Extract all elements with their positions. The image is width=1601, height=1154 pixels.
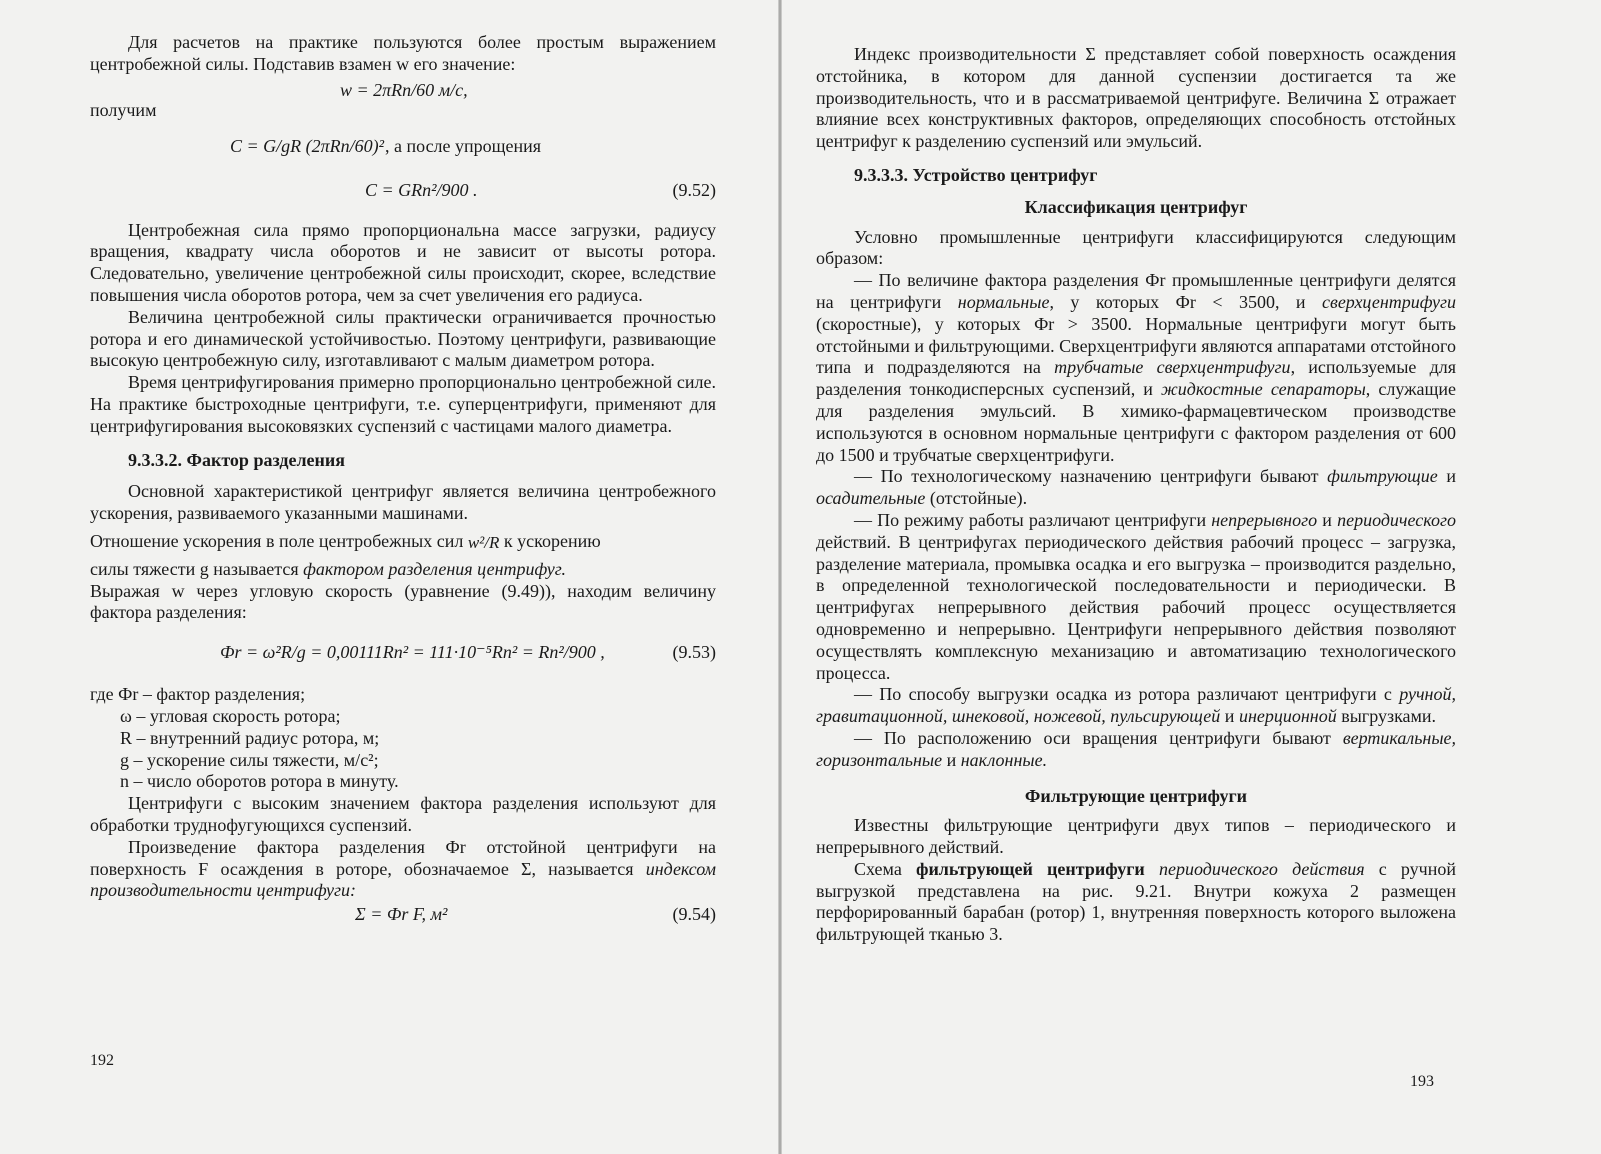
paragraph-9-emphasis: индексом производительности центрифуги: xyxy=(90,858,717,901)
paragraph-5-b: к ускорению xyxy=(503,530,601,551)
r6-text: и xyxy=(1224,706,1235,727)
r6-text: выгрузками. xyxy=(1341,706,1437,727)
paragraph-r8: Известны фильтрующие центрифуги двух типов – периодического и непрерывного действий. xyxy=(816,815,1456,858)
formula-w: w = 2πRn/60 м/с, xyxy=(340,79,468,100)
paragraph-3: Время центрифугирования примерно пропорционально центробежной силе. На практике быстроходные центрифуги, т.е. суперцентрифуги, применяют для центрифугирования высоковязких суспензий с частицами малого диаметра. xyxy=(90,372,716,436)
where-item: n – число оборотов ротора в минуту. xyxy=(120,771,399,792)
paragraph-5-a: Отношение ускорения в поле центробежных сил xyxy=(90,530,464,551)
where-list xyxy=(90,684,716,793)
right-page xyxy=(782,0,1601,1154)
r4-emphasis: осадительные xyxy=(816,488,926,509)
r5-text: и xyxy=(1322,509,1332,530)
paragraph-9-a: Произведение фактора разделения Фr отстойной центрифуги на поверхность F осаждения в роторе, обозначаемое Σ, называется xyxy=(90,836,716,879)
r4-text: — По технологическому назначению центрифуги бывают xyxy=(854,466,1319,487)
r3-text: , используемые для разделения тонкодисперсных суспензий, и xyxy=(816,357,1456,400)
r7-emphasis: наклонные. xyxy=(960,749,1048,770)
right-text-column xyxy=(816,44,1456,946)
r5-text: — По режиму работы различают центрифуги xyxy=(854,509,1207,530)
fraction-w2-r: w²/R xyxy=(467,532,500,552)
paragraph-r9 xyxy=(816,859,1456,946)
paragraph-9 xyxy=(90,837,716,902)
formula-c2-line xyxy=(90,172,716,220)
label-poluchim: получим xyxy=(90,99,157,120)
intro-paragraph: Для расчетов на практике пользуются более простым выражением центробежной силы. Подставив взамен w его значение: xyxy=(90,32,716,74)
r6-emphasis: ручной, гравитационной, шнековой, ножевой, пульсирующей xyxy=(816,684,1456,727)
paragraph-4: Основной характеристикой центрифуг является величина центробежного ускорения, развиваемого указанными машинами. xyxy=(90,481,716,524)
heading-classification: Классификация центрифуг xyxy=(1024,196,1248,217)
heading-filtering-centrifuges: Фильтрующие центрифуги xyxy=(1024,785,1248,806)
where-item: где Фr – фактор разделения; xyxy=(90,684,306,705)
paragraph-6-emphasis: фактором разделения центрифуг. xyxy=(303,558,566,579)
r3-text: (скоростные), у которых Фr > 3500. Нормальные центрифуги могут быть отстойными и фильтрующими. Сверхцентрифуги являются аппаратами отстойного типа и подразделяются на xyxy=(816,313,1456,378)
formula-phi-line xyxy=(90,624,716,684)
formula-sigma-number: (9.54) xyxy=(672,904,716,925)
r3-emphasis: сверхцентрифуги xyxy=(1322,291,1456,312)
where-item: R – внутренний радиус ротора, м; xyxy=(120,727,380,748)
r3-emphasis: нормальные xyxy=(957,291,1050,312)
r4-emphasis: фильтрующие xyxy=(1327,466,1438,487)
r6-emphasis: инерционной xyxy=(1238,706,1337,727)
formula-phi-number: (9.53) xyxy=(672,642,716,663)
r4-text: и xyxy=(1446,466,1457,487)
left-page xyxy=(0,0,778,1154)
r9-emphasis: периодического действия xyxy=(1158,858,1365,879)
paragraph-5 xyxy=(90,531,716,553)
r3-text: , служащие для разделения эмульсий. В химико-фармацевтическом производстве используются в основном нормальные центрифуги с фактором разделения от 600 до 1500 и трубчатые сверхцентрифуги. xyxy=(816,379,1457,465)
r3-emphasis: трубчатые сверхцентрифуги xyxy=(1054,357,1291,378)
heading-9332: 9.3.3.2. Фактор разделения xyxy=(128,449,346,470)
paragraph-7: Выражая w через угловую скорость (уравнение (9.49)), находим величину фактора разделения: xyxy=(90,580,716,623)
r9-text: Схема xyxy=(854,858,902,879)
paragraph-2: Величина центробежной силы практически ограничивается прочностью ротора и его динамической устойчивостью. Поэтому центрифуги, развивающие высокую центробежную силу, изготавливают с малым диаметром ротора. xyxy=(90,306,716,371)
r5-emphasis: непрерывного xyxy=(1211,509,1318,530)
formula-sigma-line xyxy=(90,902,716,928)
where-item: ω – угловая скорость ротора; xyxy=(120,706,341,727)
r5-emphasis: периодического xyxy=(1337,509,1457,530)
r6-text: — По способу выгрузки осадка из ротора различают центрифуги с xyxy=(854,684,1392,705)
formula-c2: C = GRn²/900 . xyxy=(365,179,478,200)
formula-c1: C = G/gR (2πRn/60)² xyxy=(230,135,385,156)
formula-phi: Фr = ω²R/g = 0,00111Rn² = 111·10⁻⁵Rn² = Rn²/900 , xyxy=(220,642,605,663)
r5-text: действий. В центрифугах периодического действия рабочий процесс – загрузка, разделение материала, промывка осадка и его выгрузка – производится раздельно, в определенной технологической последовательности и периодически. В центрифугах непрерывного действия рабочий процесс осуществляется одновременно и непрерывно. Центрифуги непрерывного действия позволяют осуществлять комплексную механизацию и автоматизацию технологического процесса. xyxy=(816,531,1456,683)
formula-c1-line xyxy=(90,124,716,172)
r4-text: (отстойные). xyxy=(929,488,1028,509)
paragraph-r7 xyxy=(816,728,1456,772)
paragraph-r3 xyxy=(816,270,1456,466)
paragraph-6-a: силы тяжести g называется xyxy=(90,558,299,579)
r9-bold: фильтрующей центрифуги xyxy=(915,858,1145,879)
paragraph-r2: Условно промышленные центрифуги классифицируются следующим образом: xyxy=(816,226,1456,269)
r3-text: — По величине фактора разделения Фr промышленные центрифуги делятся на центрифуги xyxy=(816,270,1456,312)
formula-c1-tail: , а после упрощения xyxy=(385,135,542,156)
formula-w-line xyxy=(90,76,716,124)
paragraph-r4 xyxy=(816,466,1456,510)
where-item: g – ускорение силы тяжести, м/с²; xyxy=(120,749,379,770)
paragraph-r1: Индекс производительности Σ представляет собой поверхность осаждения отстойника, в котором для данной суспензии достигается та же производительность, что и в рассматриваемой центрифуге. Величина Σ отражает влияние всех конструктивных факторов, определяющих способность отстойных центрифуг к разделению суспензий или эмульсий. xyxy=(816,44,1456,152)
r7-emphasis: вертикальные, горизонтальные xyxy=(816,727,1457,770)
left-text-column xyxy=(90,32,716,928)
heading-9333: 9.3.3.3. Устройство центрифуг xyxy=(854,164,1098,185)
formula-sigma: Σ = Фr F, м² xyxy=(355,904,448,925)
r7-text: — По расположению оси вращения центрифуги бывают xyxy=(854,727,1331,748)
r3-text: , у которых Фr < 3500, и xyxy=(1049,291,1306,312)
paragraph-r6 xyxy=(816,684,1456,728)
formula-c2-number: (9.52) xyxy=(672,179,716,200)
r9-text: с ручной выгрузкой представлена на рис. 9.21. Внутри кожуха 2 размещен перфорированный барабан (ротор) 1, внутренняя поверхность которого выложена фильтрующей тканью 3. xyxy=(816,858,1456,945)
paragraph-r5 xyxy=(816,510,1456,684)
paragraph-1: Центробежная сила прямо пропорциональна массе загрузки, радиусу вращения, квадрату числа оборотов и не зависит от высоты ротора. Следовательно, увеличение центробежной силы происходит, скорее, вследствие повышения числа оборотов ротора, чем за счет увеличения его радиуса. xyxy=(90,219,716,305)
r3-emphasis: жидкостные сепараторы xyxy=(1161,379,1366,400)
page-number-left: 192 xyxy=(90,1052,114,1069)
paragraph-8: Центрифуги с высоким значением фактора разделения используют для обработки труднофугующихся суспензий. xyxy=(90,793,716,835)
paragraph-6 xyxy=(90,559,716,581)
r7-text: и xyxy=(946,749,957,770)
page-number-right: 193 xyxy=(1410,1073,1434,1090)
